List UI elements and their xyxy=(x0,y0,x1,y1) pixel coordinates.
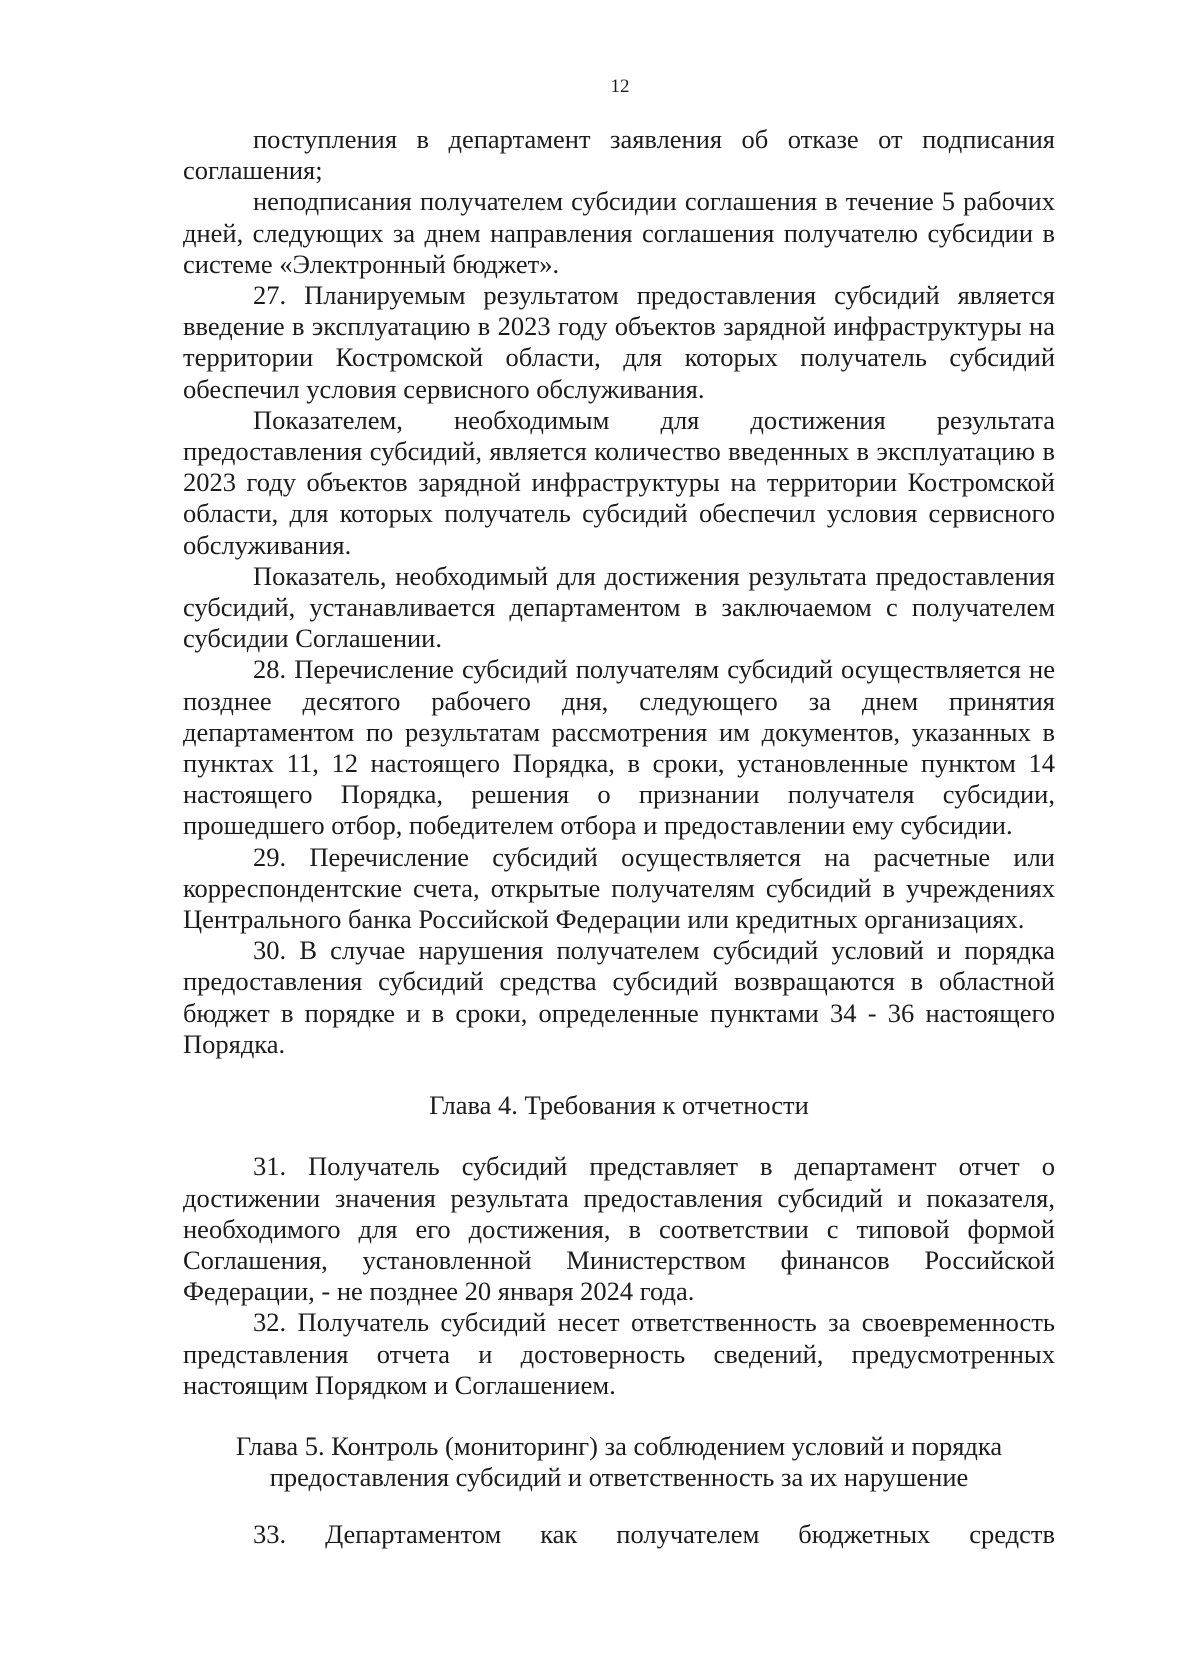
paragraph-28: 28. Перечисление субсидий получателям субсидий осуществляется не позднее десятого рабочего дня, следующего за днем принятия департаментом по результатам рассмотрения им документов, указанных в пунктах 11, 12 настоящего Порядка, в сроки, установленные пунктом 14 настоящего Порядка, решения о признании получателя субсидии, прошедшего отбор, победителем отбора и предоставлении ему субсидии. xyxy=(183,654,1055,841)
chapter-5-heading: Глава 5. Контроль (мониторинг) за соблюдением условий и порядка предоставления субсидий и ответственность за их нарушение xyxy=(235,1430,1003,1492)
paragraph-32: 32. Получатель субсидий несет ответственность за своевременность представления отчета и достоверность сведений, предусмотренных настоящим Порядком и Соглашением. xyxy=(183,1307,1055,1400)
paragraph: поступления в департамент заявления об отказе от подписания соглашения; xyxy=(183,124,1055,186)
document-body xyxy=(183,124,1055,1550)
paragraph-31: 31. Получатель субсидий представляет в департамент отчет о достижении значения результата предоставления субсидий и показателя, необходимого для его достижения, в соответствии с типовой формой Соглашения, установленной Министерством финансов Российской Федерации, - не позднее 20 января 2024 года. xyxy=(183,1151,1055,1307)
page-number: 12 xyxy=(610,76,630,97)
paragraph-27: 27. Планируемым результатом предоставления субсидий является введение в эксплуатацию в 2023 году объектов зарядной инфраструктуры на территории Костромской области, для которых получатель субсидий обеспечил условия сервисного обслуживания. xyxy=(183,280,1055,404)
paragraph: Показатель, необходимый для достижения результата предоставления субсидий, устанавливается департаментом в заключаемом с получателем субсидии Соглашении. xyxy=(183,560,1055,654)
paragraph-33: 33. Департаментом как получателем бюджетных средств xyxy=(253,1518,1055,1549)
chapter-4-heading: Глава 4. Требования к отчетности xyxy=(429,1090,809,1121)
paragraph: Показателем, необходимым для достижения результата предоставления субсидий, является количество введенных в эксплуатацию в 2023 году объектов зарядной инфраструктуры на территории Костромской области, для которых получатель субсидий обеспечил условия сервисного обслуживания. xyxy=(183,404,1055,560)
paragraph-30: 30. В случае нарушения получателем субсидий условий и порядка предоставления субсидий средства субсидий возвращаются в областной бюджет в порядке и в сроки, определенные пунктами 34 - 36 настоящего Порядка. xyxy=(183,935,1055,1059)
paragraph-29: 29. Перечисление субсидий осуществляется на расчетные или корреспондентские счета, открытые получателям субсидий в учреждениях Центрального банка Российской Федерации или кредитных организациях. xyxy=(183,841,1055,935)
paragraph: неподписания получателем субсидии соглашения в течение 5 рабочих дней, следующих за днем направления соглашения получателю субсидии в системе «Электронный бюджет». xyxy=(183,186,1055,279)
